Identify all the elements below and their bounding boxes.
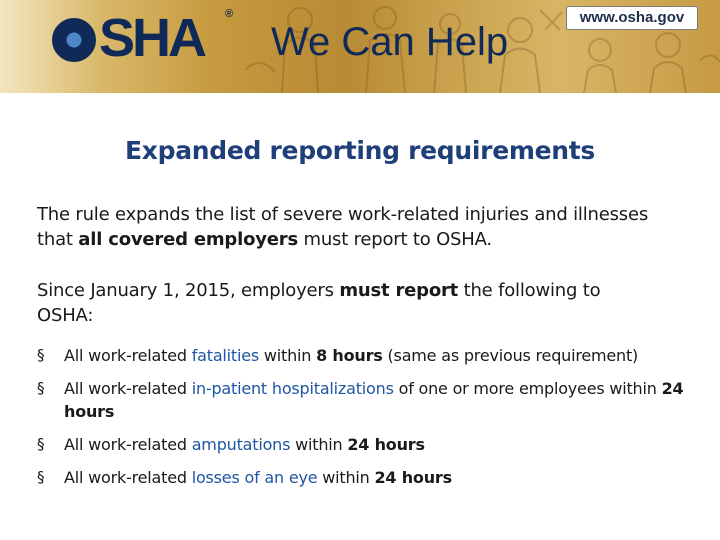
bullet-prefix: All work-related (64, 346, 192, 365)
bullet-prefix: All work-related (64, 379, 192, 398)
requirement-paragraph (37, 278, 657, 328)
bullet-middle: within (259, 346, 317, 365)
bullet-highlight: in-patient hospitalizations (191, 379, 394, 398)
bullet-marker-icon: § (37, 435, 45, 453)
requirements-list (37, 344, 707, 489)
requirement-text-start: Since January 1, 2015, employers (37, 280, 340, 301)
bullet-deadline: 24 hours (374, 468, 452, 487)
bullet-marker-icon: § (37, 379, 45, 397)
bullet-deadline: 8 hours (316, 346, 383, 365)
list-item (37, 466, 707, 489)
slide-title: Expanded reporting requirements (125, 136, 595, 165)
bullet-deadline: 24 hours (347, 435, 425, 454)
bullet-middle: of one or more employees within (393, 379, 662, 398)
bullet-prefix: All work-related (64, 435, 192, 454)
requirement-text-end: the following to OSHA: (37, 280, 601, 326)
bullet-marker-icon: § (37, 468, 45, 486)
website-url[interactable]: www.osha.gov (566, 6, 698, 30)
bullet-highlight: amputations (191, 435, 291, 454)
bullet-prefix: All work-related (64, 468, 192, 487)
intro-text-start: The rule expands the list of severe work-related injuries and illnesses that (37, 204, 648, 250)
osha-logo-globe (52, 18, 96, 62)
bullet-marker-icon: § (37, 346, 45, 364)
requirement-text-bold: must report (339, 280, 459, 301)
bullet-deadline: 24 hours (64, 379, 684, 421)
list-item (37, 344, 707, 367)
bullet-highlight: fatalities (191, 346, 260, 365)
list-item (37, 433, 707, 456)
bullet-suffix: (same as previous requirement) (382, 346, 639, 365)
osha-logo (52, 10, 204, 66)
bullet-middle: within (290, 435, 348, 454)
tagline: We Can Help (271, 20, 509, 64)
header-banner (0, 0, 720, 93)
bullet-middle: within (317, 468, 375, 487)
list-item (37, 377, 707, 423)
intro-paragraph (37, 202, 657, 252)
registered-mark: ® (225, 8, 234, 20)
intro-text-end: must report to OSHA. (297, 229, 492, 250)
intro-text-bold: all covered employers (78, 229, 298, 250)
osha-logo-text: SHA (99, 8, 205, 68)
bullet-highlight: losses of an eye (191, 468, 318, 487)
